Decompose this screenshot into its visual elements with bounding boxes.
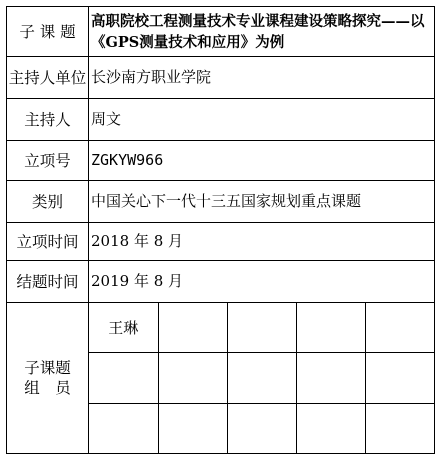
- category-value: 中国关心下一代十三五国家规划重点课题: [89, 181, 435, 223]
- row-host: [7, 99, 435, 141]
- row-project-no: [7, 141, 435, 181]
- host-unit-label: 主持人单位: [7, 57, 89, 99]
- member-name-cell: [227, 353, 296, 403]
- member-name-cell: [296, 303, 365, 353]
- member-name-cell: [365, 403, 434, 453]
- members-grid-row: [89, 353, 434, 403]
- members-label-line1: 子课题: [24, 359, 71, 377]
- row-members: [7, 303, 435, 454]
- row-host-unit: [7, 57, 435, 99]
- member-name-cell: [158, 303, 227, 353]
- completion-date-label: 结题时间: [7, 261, 89, 303]
- member-name-cell: [227, 303, 296, 353]
- project-no-value: ZGKYW966: [89, 141, 435, 181]
- member-name-cell: [365, 303, 434, 353]
- member-name-cell: [227, 403, 296, 453]
- row-subject: [7, 7, 435, 57]
- completion-date-value: 2019 年 8 月: [89, 261, 435, 303]
- row-approval-date: [7, 223, 435, 261]
- member-name-cell: [89, 353, 158, 403]
- members-label-line2: 组 员: [24, 379, 71, 397]
- subject-value: 高职院校工程测量技术专业课程建设策略探究——以《GPS测量技术和应用》为例: [89, 7, 435, 57]
- host-label: 主持人: [7, 99, 89, 141]
- approval-date-label: 立项时间: [7, 223, 89, 261]
- member-name-cell: [365, 353, 434, 403]
- member-name-cell: [296, 403, 365, 453]
- members-grid-row: [89, 403, 434, 453]
- members-label: [7, 303, 89, 454]
- member-name-cell: [158, 353, 227, 403]
- members-grid-row: [89, 303, 434, 353]
- member-name-cell: [296, 353, 365, 403]
- subject-label: 子 课 题: [7, 7, 89, 57]
- member-name-cell: [89, 403, 158, 453]
- category-label: 类别: [7, 181, 89, 223]
- member-name-cell: 王琳: [89, 303, 158, 353]
- members-grid: [89, 303, 434, 453]
- approval-date-value: 2018 年 8 月: [89, 223, 435, 261]
- host-value: 周文: [89, 99, 435, 141]
- member-name-cell: [158, 403, 227, 453]
- row-completion-date: [7, 261, 435, 303]
- project-info-table: [6, 6, 435, 454]
- members-grid-cell: [89, 303, 435, 454]
- row-category: [7, 181, 435, 223]
- project-info-form: [6, 6, 434, 454]
- project-no-label: 立项号: [7, 141, 89, 181]
- host-unit-value: 长沙南方职业学院: [89, 57, 435, 99]
